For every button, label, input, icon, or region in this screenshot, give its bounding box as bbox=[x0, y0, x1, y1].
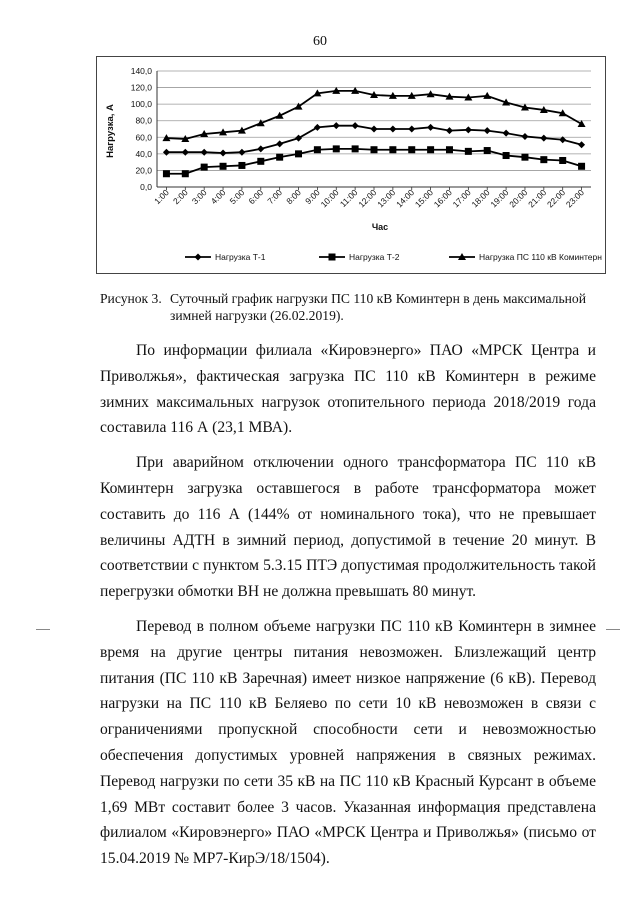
y-tick-label: 60,0 bbox=[135, 132, 152, 143]
data-point-square bbox=[352, 145, 359, 152]
data-point-square bbox=[201, 164, 208, 171]
figure-caption bbox=[100, 290, 596, 324]
y-tick-label: 100,0 bbox=[130, 99, 152, 110]
left-margin-mark bbox=[36, 629, 50, 630]
paragraph-2: При аварийном отключении одного трансформатора ПС 110 кВ Коминтерн загрузка оставшегося в работе трансформатора может составить до 116 А (144% от номинального тока), что не превышает величины АДТН в зимний период, допустимой в течение 20 минут. В соответствии с пунктом 5.3.15 ПТЭ допустимая продолжительность такой перегрузки обмотки ВН не должна превышать 80 минут. bbox=[100, 454, 596, 601]
data-point-square bbox=[427, 146, 434, 153]
x-tick-label: 23:00 bbox=[563, 187, 586, 210]
series-3 bbox=[162, 87, 585, 142]
x-tick-label: 20:00 bbox=[507, 187, 530, 210]
data-point-diamond bbox=[333, 122, 340, 129]
right-margin-mark bbox=[606, 629, 620, 630]
y-axis-label: Нагрузка, А bbox=[105, 104, 116, 158]
x-tick-label: 16:00 bbox=[431, 187, 454, 210]
data-point-square bbox=[220, 163, 227, 170]
data-point-square bbox=[484, 147, 491, 154]
data-point-diamond bbox=[389, 126, 396, 133]
data-point-square bbox=[408, 146, 415, 153]
x-tick-label: 5:00 bbox=[227, 187, 247, 207]
legend-entry: Нагрузка ПС 110 кВ Коминтерн bbox=[479, 252, 602, 262]
legend-entry: Нагрузка Т-2 bbox=[349, 252, 400, 262]
data-point-square bbox=[314, 146, 321, 153]
data-point-diamond bbox=[163, 149, 170, 156]
chart-series bbox=[162, 87, 585, 177]
y-axis bbox=[131, 66, 157, 192]
data-point-diamond bbox=[427, 124, 434, 131]
data-point-square bbox=[182, 170, 189, 177]
x-tick-label: 9:00 bbox=[303, 187, 322, 207]
load-chart-svg bbox=[97, 57, 605, 273]
x-tick-label: 2:00 bbox=[170, 187, 190, 207]
y-tick-label: 0,0 bbox=[140, 182, 152, 192]
x-tick-label: 3:00 bbox=[189, 187, 209, 207]
chart-legend bbox=[185, 252, 602, 262]
data-point-diamond bbox=[257, 145, 264, 152]
y-tick-label: 20,0 bbox=[135, 165, 152, 176]
x-tick-label: 1:00 bbox=[152, 187, 171, 207]
x-tick-label: 17:00 bbox=[450, 187, 473, 210]
y-tick-label: 120,0 bbox=[130, 82, 152, 93]
x-axis-label: Час bbox=[371, 222, 389, 232]
data-point-diamond bbox=[540, 135, 547, 142]
x-tick-label: 19:00 bbox=[488, 187, 511, 210]
data-point-diamond bbox=[314, 124, 321, 131]
data-point-diamond bbox=[195, 254, 202, 261]
data-point-diamond bbox=[238, 149, 245, 156]
y-tick-label: 140,0 bbox=[130, 66, 152, 76]
x-axis bbox=[152, 187, 586, 209]
data-point-square bbox=[276, 154, 283, 161]
x-tick-label: 4:00 bbox=[208, 187, 228, 207]
data-point-diamond bbox=[578, 141, 585, 148]
data-point-diamond bbox=[521, 133, 528, 140]
x-tick-label: 8:00 bbox=[284, 187, 303, 207]
data-point-square bbox=[521, 154, 528, 161]
data-point-square bbox=[389, 146, 396, 153]
y-tick-label: 40,0 bbox=[135, 148, 152, 159]
data-point-diamond bbox=[182, 149, 189, 156]
series-2 bbox=[163, 145, 585, 177]
data-point-diamond bbox=[408, 126, 415, 133]
data-point-diamond bbox=[276, 140, 283, 147]
data-point-diamond bbox=[446, 127, 453, 134]
x-tick-label: 13:00 bbox=[375, 187, 398, 210]
data-point-square bbox=[465, 148, 472, 155]
data-point-square bbox=[559, 157, 566, 164]
load-chart bbox=[96, 56, 606, 274]
data-point-square bbox=[163, 170, 170, 177]
x-tick-label: 21:00 bbox=[526, 187, 549, 210]
data-point-square bbox=[446, 146, 453, 153]
figure-caption-line1: Суточный график нагрузки ПС 110 кВ Коминтерн в день максимальной bbox=[170, 291, 586, 306]
paragraph-3: Перевод в полном объеме нагрузки ПС 110 кВ Коминтерн в зимнее время на другие центры питания невозможен. Близлежащий центр питания (ПС 110 кВ Заречная) имеет низкое напряжение (6 кВ). Перевод нагрузки на ПС 110 кВ Беляево по сети 10 кВ невозможен в связи с ограничениями пропускной способности сети и невозможностью обеспечения допустимых уровней напряжения в связных режимах. Перевод нагрузки по сети 35 кВ на ПС 110 кВ Красный Курсант в объеме 1,69 МВт составит более 3 часов. Указанная информация представлена филиалом «Кировэнерго» ПАО «МРСК Центра и Приволжья» (письмо от 15.04.2019 № МР7-КирЭ/18/1504). bbox=[100, 617, 596, 868]
x-tick-label: 6:00 bbox=[246, 187, 266, 207]
data-point-square bbox=[238, 162, 245, 169]
data-point-diamond bbox=[352, 122, 359, 129]
data-point-diamond bbox=[465, 126, 472, 133]
data-point-square bbox=[329, 254, 336, 261]
body-text bbox=[100, 338, 596, 881]
data-point-diamond bbox=[371, 126, 378, 133]
data-point-square bbox=[578, 163, 585, 170]
figure-caption-label: Рисунок 3. bbox=[100, 291, 162, 306]
figure-caption-line2: зимней нагрузки (26.02.2019). bbox=[170, 308, 344, 323]
data-point-diamond bbox=[220, 150, 227, 157]
data-point-square bbox=[295, 150, 302, 157]
page-number: 60 bbox=[313, 34, 327, 49]
x-tick-label: 12:00 bbox=[356, 187, 379, 210]
data-point-square bbox=[540, 156, 547, 163]
paragraph-1: По информации филиала «Кировэнерго» ПАО «МРСК Центра и Приволжья», фактическая загрузка ПС 110 кВ Коминтерн в режиме зимних максимальных нагрузок отопительного периода 2018/2019 года составила 116 А (23,1 МВА). bbox=[100, 342, 596, 437]
data-point-square bbox=[371, 146, 378, 153]
legend-entry: Нагрузка Т-1 bbox=[215, 252, 266, 262]
x-tick-label: 11:00 bbox=[337, 187, 360, 210]
y-tick-label: 80,0 bbox=[135, 115, 152, 126]
data-point-diamond bbox=[201, 149, 208, 156]
data-point-square bbox=[257, 158, 264, 165]
x-tick-label: 15:00 bbox=[412, 187, 436, 210]
x-tick-label: 10:00 bbox=[318, 187, 341, 210]
x-tick-label: 14:00 bbox=[394, 187, 417, 210]
x-tick-label: 18:00 bbox=[469, 187, 492, 210]
x-tick-label: 22:00 bbox=[544, 187, 568, 210]
data-point-square bbox=[333, 145, 340, 152]
data-point-diamond bbox=[503, 130, 510, 137]
data-point-diamond bbox=[484, 127, 491, 134]
x-tick-label: 7:00 bbox=[265, 187, 285, 207]
data-point-square bbox=[503, 152, 510, 159]
data-point-diamond bbox=[295, 135, 302, 142]
